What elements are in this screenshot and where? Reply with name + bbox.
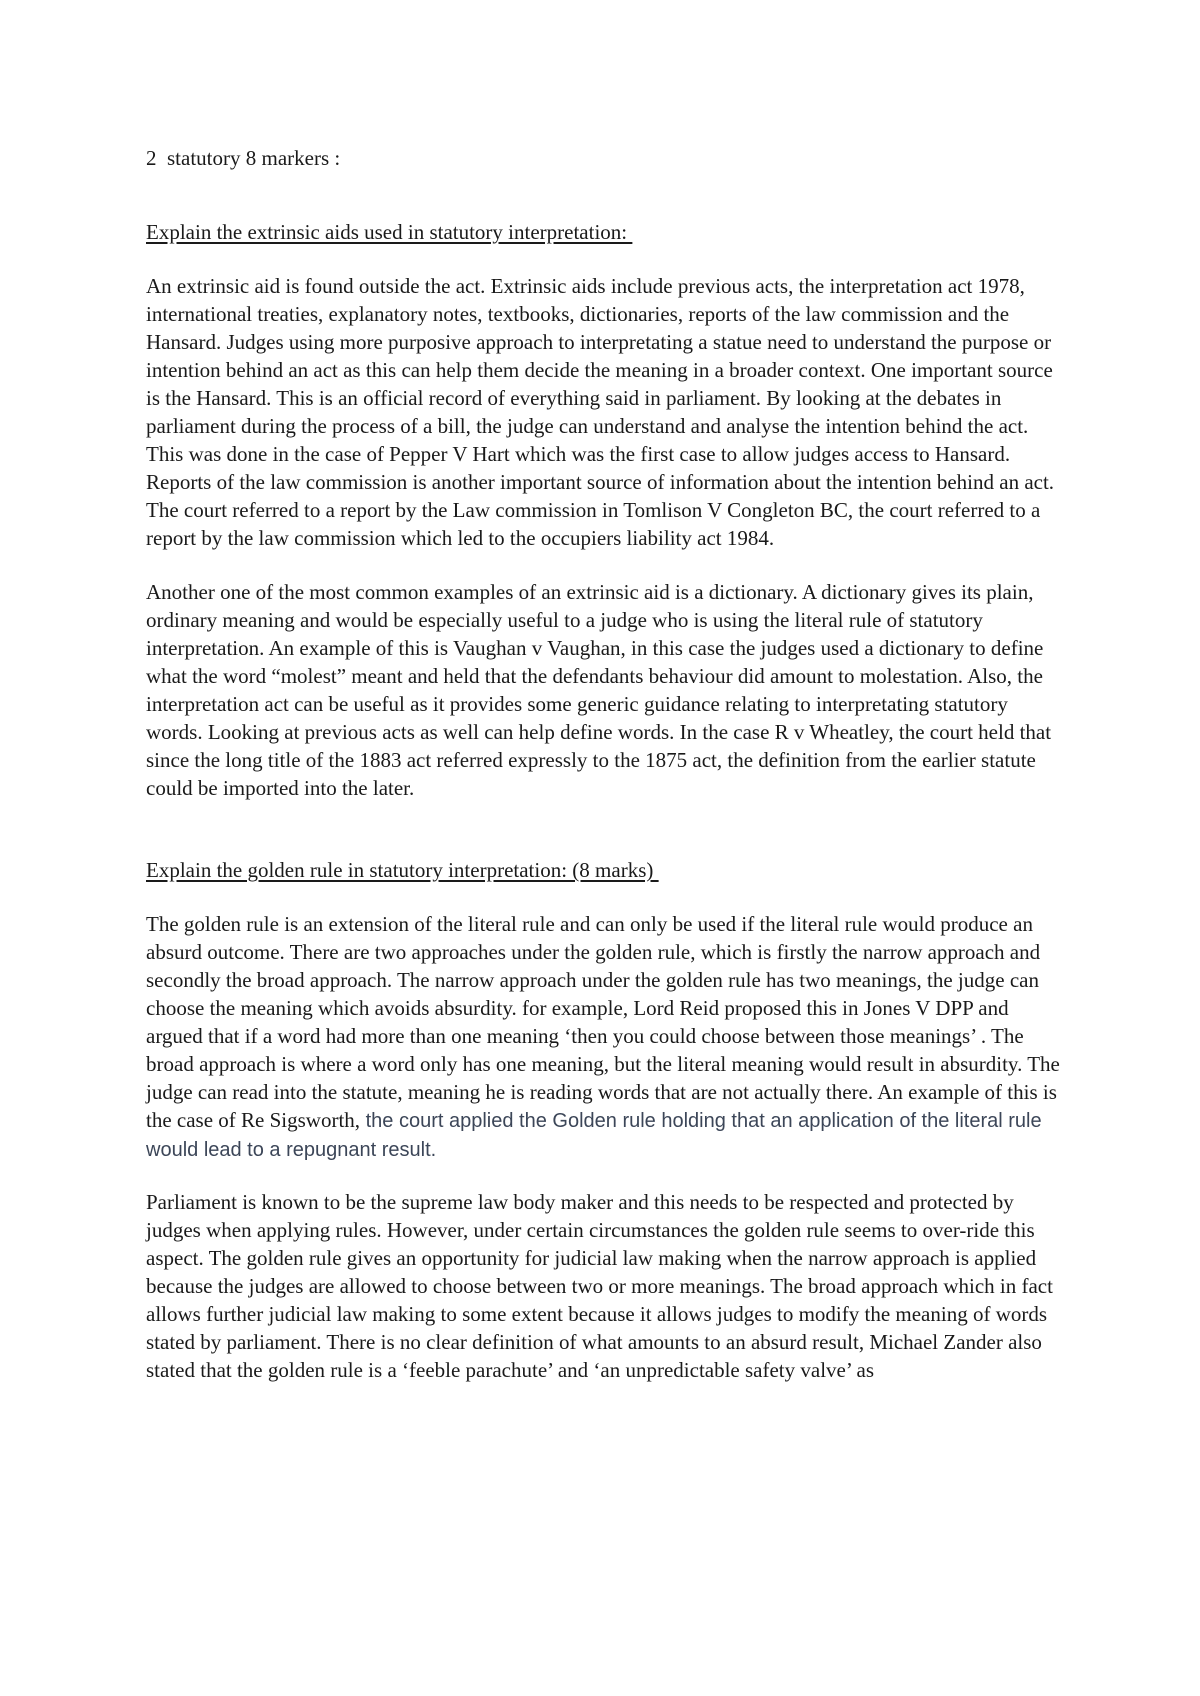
section-heading-golden-rule: Explain the golden rule in statutory interpretation: (8 marks)	[146, 858, 659, 882]
paragraph-golden-rule-2: Parliament is known to be the supreme law body maker and this needs to be respected and protected by judges when applying rules. However, under certain circumstances the golden rule seems to over-ride this aspect. The golden rule gives an opportunity for judicial law making when the narrow approach is applied because the judges are allowed to choose between two or more meanings. The broad approach which in fact allows further judicial law making to some extent because it allows judges to modify the meaning of words stated by parliament. There is no clear definition of what amounts to an absurd result, Michael Zander also stated that the golden rule is a ‘feeble parachute’ and ‘an unpredictable safety valve’ as	[146, 1190, 1053, 1382]
document-body	[146, 144, 1066, 1384]
spacer	[146, 246, 1066, 272]
document-title: 2 statutory 8 markers :	[146, 146, 341, 170]
spacer	[146, 552, 1066, 578]
paragraph-golden-rule-1-serif-run: The golden rule is an extension of the literal rule and can only be used if the literal rule would produce an absurd outcome. There are two approaches under the golden rule, which is firstly the narrow approach and secondly the broad approach. The narrow approach under the golden rule has two meanings, the judge can choose the meaning which avoids absurdity. for example, Lord Reid proposed this in Jones V DPP and argued that if a word had more than one meaning ‘then you could choose between those meanings’ . The broad approach is where a word only has one meaning, but the literal meaning would result in absurdity. The judge can read into the statute, meaning he is reading words that are not actually there. An example of this is the case of Re Sigsworth,	[146, 912, 1060, 1132]
paragraph-golden-rule-1-sans-run: the court applied the Golden rule holding that an application of the literal rule would lead to a repugnant result.	[146, 1110, 1042, 1161]
spacer	[146, 884, 1066, 910]
paragraph-golden-rule-1	[146, 910, 1066, 1164]
paragraph-extrinsic-aids-1: An extrinsic aid is found outside the act. Extrinsic aids include previous acts, the interpretation act 1978, international treaties, explanatory notes, textbooks, dictionaries, reports of the law commission and the Hansard. Judges using more purposive approach to interpretating a statue need to understand the purpose or intention behind an act as this can help them decide the meaning in a broader context. One important source is the Hansard. This is an official record of everything said in parliament. By looking at the debates in parliament during the process of a bill, the judge can understand and analyse the intention behind the act. This was done in the case of Pepper V Hart which was the first case to allow judges access to Hansard. Reports of the law commission is another important source of information about the intention behind an act. The court referred to a report by the Law commission in Tomlison V Congleton BC, the court referred to a report by the law commission which led to the occupiers liability act 1984.	[146, 274, 1055, 550]
spacer	[146, 172, 1066, 218]
spacer	[146, 1164, 1066, 1188]
section-heading-extrinsic-aids: Explain the extrinsic aids used in statutory interpretation:	[146, 220, 633, 244]
spacer	[146, 802, 1066, 856]
paragraph-extrinsic-aids-2: Another one of the most common examples of an extrinsic aid is a dictionary. A dictionary gives its plain, ordinary meaning and would be especially useful to a judge who is using the literal rule of statutory interpretation. An example of this is Vaughan v Vaughan, in this case the judges used a dictionary to define what the word “molest” meant and held that the defendants behaviour did amount to molestation. Also, the interpretation act can be useful as it provides some generic guidance relating to interpretating statutory words. Looking at previous acts as well can help define words. In the case R v Wheatley, the court held that since the long title of the 1883 act referred expressly to the 1875 act, the definition from the earlier statute could be imported into the later.	[146, 580, 1052, 800]
